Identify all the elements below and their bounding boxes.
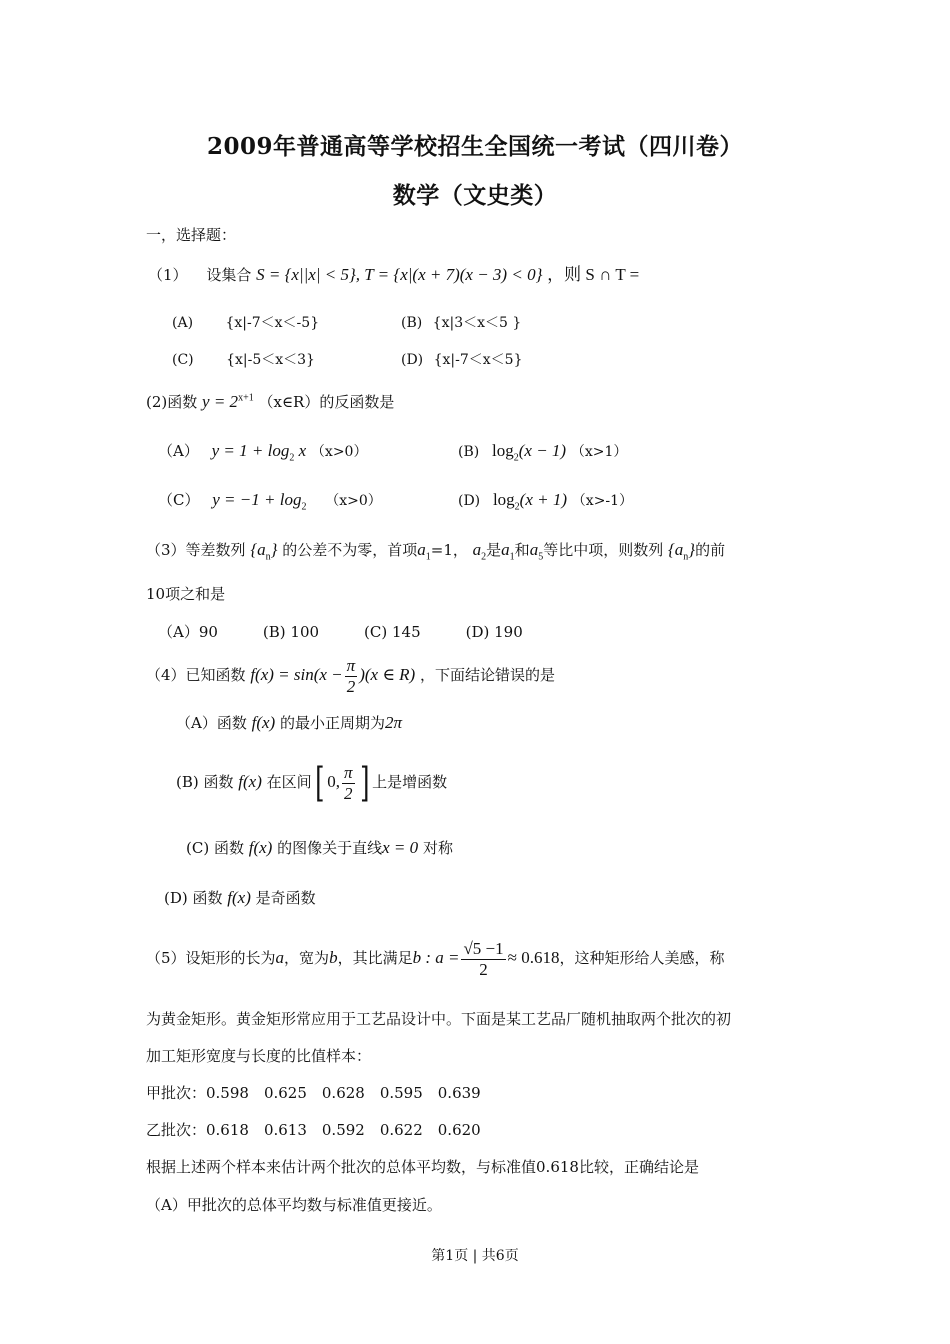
q2-stem-prefix: (2)函数 bbox=[146, 393, 198, 411]
q2-option-b bbox=[458, 441, 627, 464]
q3-text-g: 的前 bbox=[695, 541, 726, 559]
q1-option-c-text: {x|-5＜x＜3} bbox=[226, 352, 315, 368]
q1-option-c-label: (C) bbox=[172, 352, 194, 368]
q2-option-d bbox=[458, 490, 633, 513]
q5-text-c: ，其比满足 bbox=[337, 949, 413, 968]
q4-a-text: 的最小正周期为 bbox=[280, 714, 386, 732]
q2-option-d-log: log bbox=[492, 490, 515, 509]
q1-expression: S = {x||x| < 5}, T = {x|(x + 7)(x − 3) < 0} bbox=[256, 265, 543, 284]
q5-golden-fraction bbox=[461, 939, 505, 979]
q2-option-b-log: log bbox=[492, 441, 514, 460]
q2-option-d-cond: （x>-1） bbox=[571, 493, 634, 509]
q4-c-text: 的图像关于直线 bbox=[277, 839, 383, 857]
q4-d-suffix: 是奇函数 bbox=[255, 889, 316, 907]
q4-b-frac-den: 2 bbox=[344, 783, 353, 803]
q5-text-d: ，这种矩形给人美感，称 bbox=[559, 949, 725, 968]
q4-b-text: 在区间 bbox=[266, 773, 312, 792]
q3-options: （A）90 (B) 100 (C) 145 (D) 190 bbox=[158, 623, 523, 641]
q3-seq-close: } bbox=[270, 540, 278, 559]
q3-text-c: =1， bbox=[430, 541, 468, 559]
q3-a5: a bbox=[529, 540, 539, 559]
question-4-stem bbox=[146, 656, 555, 696]
q5-frac-num: √5 −1 bbox=[463, 939, 504, 958]
q2-option-c-cond: （x>0） bbox=[325, 493, 382, 509]
q5-ratio: b : a = bbox=[412, 948, 460, 968]
q4-suffix: ，下面结论错误的是 bbox=[419, 666, 555, 685]
q3-text-e: 和 bbox=[514, 541, 530, 559]
q5-line4: 根据上述两个样本来估计两个批次的总体平均数，与标准值0.618比较，正确结论是 bbox=[146, 1158, 699, 1176]
q2-option-d-label: (D) bbox=[458, 493, 481, 509]
q4-frac-num: π bbox=[346, 656, 356, 675]
q4-option-b bbox=[176, 760, 448, 807]
q5-line3: 加工矩形宽度与长度的比值样本： bbox=[146, 1047, 372, 1065]
q5-approx: ≈ 0.618 bbox=[507, 948, 560, 968]
q1-option-a-label: (A) bbox=[172, 315, 194, 331]
q1-option-c bbox=[172, 349, 315, 369]
q1-prefix: 设集合 bbox=[206, 266, 252, 284]
q1-option-a bbox=[172, 312, 319, 332]
q4-c-f: f(x) bbox=[248, 838, 273, 857]
q5-a: a bbox=[275, 948, 285, 968]
q3-seq-sub: n bbox=[265, 551, 271, 563]
q2-option-a-expr: y = 1 + log bbox=[211, 441, 290, 460]
q2-option-c-sub: 2 bbox=[301, 501, 307, 513]
q4-b-suffix: 上是增函数 bbox=[372, 773, 448, 792]
left-bracket-icon: [ bbox=[314, 760, 325, 807]
q4-b-prefix: (B) 函数 bbox=[176, 773, 234, 792]
q4-d-f: f(x) bbox=[227, 888, 251, 907]
q3-text-d: 是 bbox=[486, 541, 502, 559]
q3-seq2-sub: n bbox=[683, 551, 689, 563]
q5-line2: 为黄金矩形。黄金矩形常应用于工艺品设计中。下面是某工艺品厂随机抽取两个批次的初 bbox=[146, 1010, 732, 1028]
q2-stem-expression: y = 2 bbox=[202, 392, 239, 411]
q2-option-b-sub: 2 bbox=[513, 452, 519, 464]
q3-prefix: （3）等差数列 bbox=[146, 541, 246, 559]
q5-option-a: （A）甲批次的总体平均数与标准值更接近。 bbox=[146, 1196, 442, 1214]
q2-option-c bbox=[158, 490, 382, 513]
q1-option-d-text: {x|-7＜x＜5} bbox=[433, 352, 523, 368]
q4-pi-over-2 bbox=[345, 656, 358, 696]
q4-frac-den: 2 bbox=[346, 676, 356, 696]
q2-option-d-sub: 2 bbox=[514, 501, 520, 513]
q4-option-a bbox=[176, 713, 402, 733]
q5-prefix: （5）设矩形的长为 bbox=[146, 949, 276, 968]
q4-expr-b: )(x ∈ R) bbox=[359, 665, 416, 685]
q1-option-d-label: (D) bbox=[401, 352, 424, 368]
q4-a-value: 2π bbox=[385, 713, 403, 732]
q3-line2: 10项之和是 bbox=[146, 585, 226, 603]
q2-option-b-label: (B) bbox=[458, 444, 480, 460]
right-bracket-icon: ] bbox=[359, 760, 370, 807]
q4-prefix: （4）已知函数 bbox=[146, 666, 246, 685]
q5-batch-jia: 甲批次：0.598 0.625 0.628 0.595 0.639 bbox=[146, 1084, 481, 1102]
q2-option-d-arg: (x + 1) bbox=[519, 490, 568, 509]
q4-option-d bbox=[164, 888, 316, 908]
q1-option-b-text: {x|3＜x＜5 } bbox=[432, 315, 522, 331]
q3-seq2-close: } bbox=[688, 540, 696, 559]
q3-a2-sub: 2 bbox=[481, 551, 487, 563]
q2-stem-suffix: （x∈R）的反函数是 bbox=[258, 393, 395, 411]
q4-b-f: f(x) bbox=[238, 772, 262, 792]
q4-a-prefix: （A）函数 bbox=[176, 714, 247, 732]
q1-option-a-text: {x|-7＜x＜-5} bbox=[225, 315, 320, 331]
q2-option-a-cond: （x>0） bbox=[310, 444, 368, 460]
q2-stem-exponent: x+1 bbox=[238, 392, 254, 404]
q2-option-a-label: （A） bbox=[158, 442, 199, 460]
q2-option-c-expr: y = −1 + log bbox=[212, 490, 302, 509]
q4-option-c bbox=[186, 838, 453, 858]
q1-suffix: ，则 S ∩ T = bbox=[547, 265, 640, 284]
q3-text-b: 的公差不为零，首项 bbox=[282, 541, 418, 559]
q4-b-pi-over-2 bbox=[342, 763, 355, 803]
q4-b-zero: 0, bbox=[327, 772, 341, 792]
q3-a1-sub: 1 bbox=[425, 551, 431, 563]
q3-seq2-open: {a bbox=[667, 540, 684, 559]
question-2-stem bbox=[146, 392, 394, 412]
q3-text-f: 等比中项，则数列 bbox=[543, 541, 664, 559]
section-heading: 一，选择题： bbox=[146, 226, 237, 244]
q5-batch-yi: 乙批次：0.618 0.613 0.592 0.622 0.620 bbox=[146, 1121, 481, 1139]
page-footer: 第1页 | 共6页 bbox=[431, 1248, 519, 1264]
page-title: 2009年普通高等学校招生全国统一考试（四川卷） bbox=[206, 133, 743, 160]
q5-text-b: ，宽为 bbox=[284, 949, 330, 968]
q4-c-prefix: (C) 函数 bbox=[186, 839, 244, 857]
question-1-stem bbox=[148, 265, 639, 285]
q3-seq-open: {a bbox=[250, 540, 266, 559]
q3-a1: a bbox=[417, 540, 426, 559]
q1-option-d bbox=[401, 349, 522, 369]
q4-a-f: f(x) bbox=[251, 713, 276, 732]
q4-expr-a: f(x) = sin(x − bbox=[250, 665, 343, 685]
q5-b: b bbox=[329, 948, 338, 968]
q4-b-frac-num: π bbox=[344, 763, 353, 782]
question-5-stem bbox=[146, 939, 725, 979]
q2-option-c-label: （C） bbox=[158, 491, 200, 509]
q4-c-eq: x = 0 bbox=[382, 838, 419, 857]
q1-number: （1） bbox=[148, 266, 188, 284]
q2-option-a bbox=[158, 441, 367, 464]
q2-option-b-arg: (x − 1) bbox=[518, 441, 567, 460]
page-subtitle: 数学（文史类） bbox=[392, 182, 558, 209]
q2-option-a-var: x bbox=[298, 441, 307, 460]
q1-option-b bbox=[401, 312, 521, 332]
question-3-stem bbox=[146, 540, 725, 563]
q3-a1b-sub: 1 bbox=[509, 551, 515, 563]
q3-a5-sub: 5 bbox=[538, 551, 544, 563]
q3-a1b: a bbox=[501, 540, 510, 559]
q4-c-suffix: 对称 bbox=[422, 839, 453, 857]
q3-a2: a bbox=[472, 540, 482, 559]
q4-d-prefix: (D) 函数 bbox=[164, 889, 223, 907]
q5-frac-den: 2 bbox=[479, 959, 488, 979]
q2-option-b-cond: （x>1） bbox=[570, 444, 628, 460]
q2-option-a-sub: 2 bbox=[289, 452, 295, 464]
q1-option-b-label: (B) bbox=[401, 315, 423, 331]
